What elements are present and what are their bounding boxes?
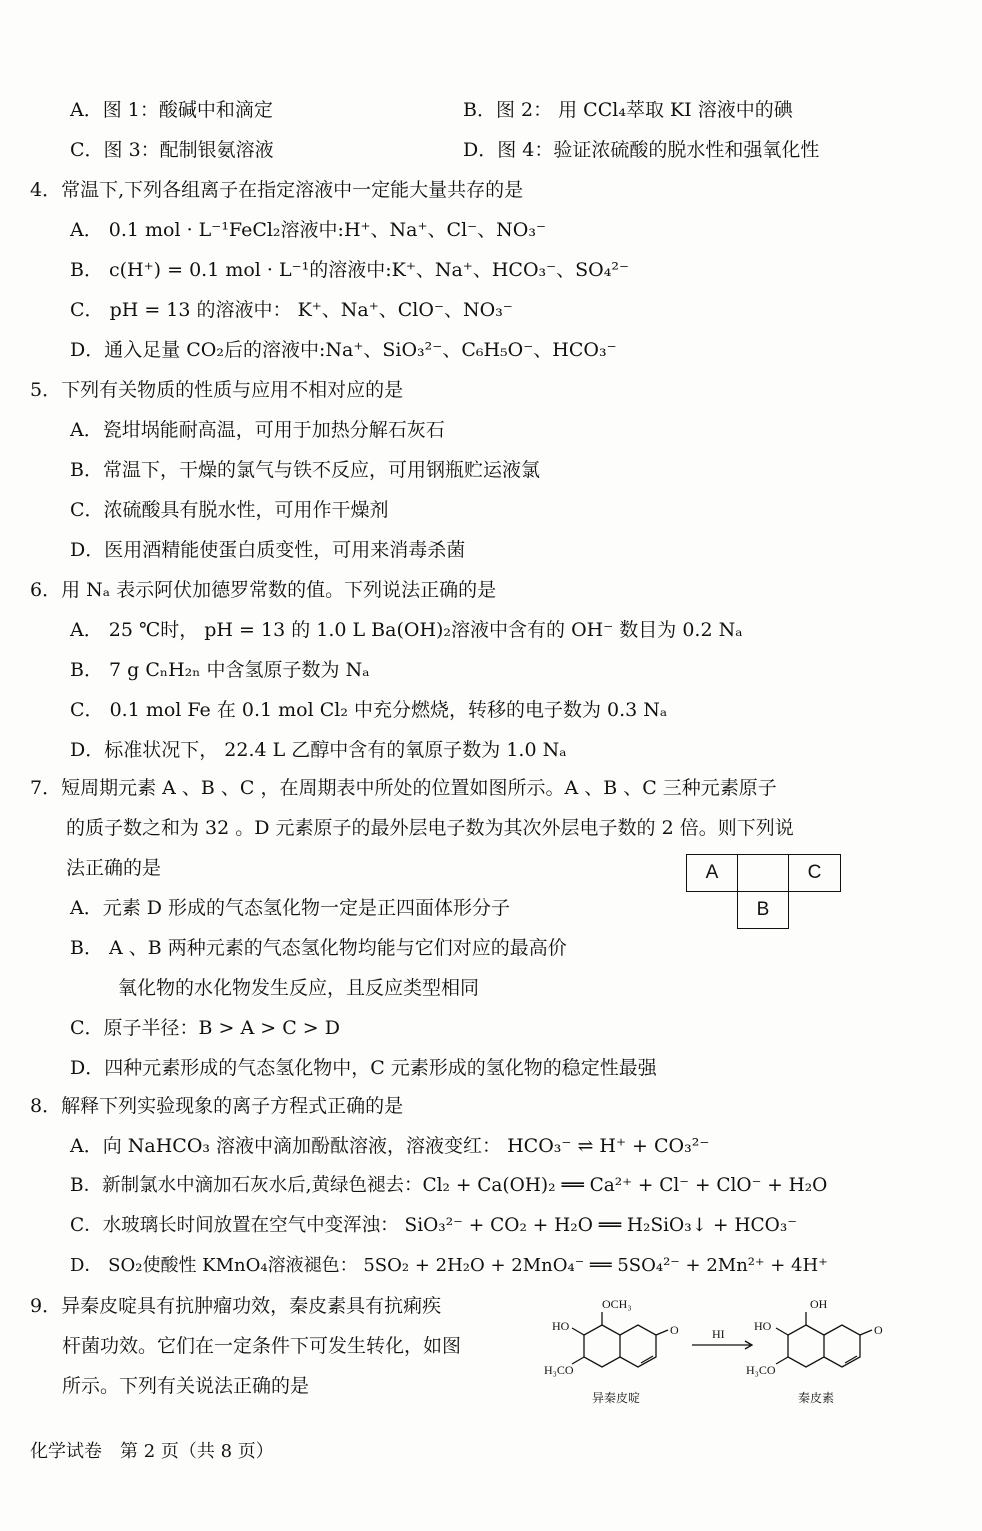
right-carbonyl-bond (860, 1330, 872, 1335)
q6-option-a: A． 25 ℃时， pH = 13 的 1.0 L Ba(OH)₂溶液中含有的 OH⁻ 数目为 0.2 Nₐ (70, 619, 743, 641)
q3-option-a: A．图 1：酸碱中和滴定 (70, 99, 273, 121)
q9-stem-line2: 杆菌功效。它们在一定条件下可发生转化，如图 (62, 1335, 462, 1357)
right-ho-bond (776, 1328, 788, 1335)
right-benzene-ring (788, 1325, 824, 1367)
q7-stem-line1: 7．短周期元素 A 、B 、C ，在周期表中所处的位置如图所示。A 、B 、C 三种元素原子 (30, 777, 777, 799)
right-h3co-bond (776, 1357, 788, 1364)
q5-stem: 5．下列有关物质的性质与应用不相对应的是 (30, 379, 404, 401)
q7-option-b-line2: 氧化物的水化物发生反应，且反应类型相同 (118, 977, 480, 999)
right-h3co-label: H₃CO (746, 1363, 776, 1377)
q7-option-c: C．原子半径：B > A > C > D (70, 1017, 340, 1039)
left-h3co-label: H₃CO (544, 1363, 574, 1377)
cell-blank (737, 854, 789, 892)
left-o-label: O (670, 1323, 679, 1337)
reagent-label: HI (712, 1327, 725, 1341)
q8-option-d: D． SO₂使酸性 KMnO₄溶液褪色： 5SO₂ + 2H₂O + 2MnO₄⁻ ══ 5SO₄²⁻ + 2Mn²⁺ + 4H⁺ (70, 1255, 828, 1276)
cell-b: B (737, 891, 789, 929)
left-h3co-bond (572, 1357, 584, 1364)
q3-option-d: D．图 4：验证浓硫酸的脱水性和强氧化性 (463, 139, 820, 161)
page-footer: 化学试卷 第 2 页（共 8 页） (30, 1441, 274, 1462)
q5-option-a: A．瓷坩埚能耐高温，可用于加热分解石灰石 (70, 419, 445, 441)
reaction-scheme (540, 1290, 920, 1420)
q7-option-d: D．四种元素形成的气态氢化物中，C 元素形成的氢化物的稳定性最强 (70, 1057, 657, 1079)
q5-option-b: B．常温下，干燥的氯气与铁不反应，可用钢瓶贮运液氯 (70, 459, 540, 481)
left-compound-name: 异秦皮啶 (592, 1391, 641, 1405)
left-benzene-ring (584, 1325, 620, 1367)
q6-option-c: C． 0.1 mol Fe 在 0.1 mol Cl₂ 中充分燃烧，转移的电子数为 0.3 Nₐ (70, 699, 668, 721)
q7-option-a: A．元素 D 形成的气态氢化物一定是正四面体形分子 (70, 897, 511, 919)
q4-option-d: D．通入足量 CO₂后的溶液中:Na⁺、SiO₃²⁻、C₆H₅O⁻、HCO₃⁻ (70, 339, 617, 361)
cell-c: C (788, 854, 841, 892)
q4-stem: 4．常温下,下列各组离子在指定溶液中一定能大量共存的是 (30, 179, 524, 201)
q6-option-b: B． 7 g CₙH₂ₙ 中含氢原子数为 Nₐ (70, 659, 370, 681)
q8-option-c: C．水玻璃长时间放置在空气中变浑浊： SiO₃²⁻ + CO₂ + H₂O ══ H₂SiO₃↓ + HCO₃⁻ (70, 1215, 798, 1236)
left-lactone-ring (620, 1325, 656, 1367)
q4-option-a: A． 0.1 mol · L⁻¹FeCl₂溶液中:H⁺、Na⁺、Cl⁻、NO₃⁻ (70, 219, 547, 241)
q7-stem-line3: 法正确的是 (66, 857, 162, 879)
q9-stem-line1: 9．异秦皮啶具有抗肿瘤功效，秦皮素具有抗痢疾 (30, 1295, 442, 1317)
left-ho-label: HO (552, 1319, 570, 1333)
q4-option-c: C． pH = 13 的溶液中： K⁺、Na⁺、ClO⁻、NO₃⁻ (70, 299, 513, 321)
right-lactone-ring (824, 1325, 860, 1367)
q7-option-b-line1: B． A 、B 两种元素的气态氢化物均能与它们对应的最高价 (70, 937, 567, 959)
q8-stem: 8．解释下列实验现象的离子方程式正确的是 (30, 1095, 404, 1117)
q5-option-c: C．浓硫酸具有脱水性，可用作干燥剂 (70, 499, 389, 521)
left-och3-label: OCH₃ (602, 1297, 632, 1311)
q6-stem: 6．用 Nₐ 表示阿伏加德罗常数的值。下列说法正确的是 (30, 579, 497, 601)
q8-option-a: A．向 NaHCO₃ 溶液中滴加酚酞溶液，溶液变红： HCO₃⁻ ⇌ H⁺ + CO₃²⁻ (70, 1135, 710, 1157)
cell-a: A (686, 854, 738, 892)
right-compound-name: 秦皮素 (798, 1391, 835, 1405)
q7-stem-line2: 的质子数之和为 32 。D 元素原子的最外层电子数为其次外层电子数的 2 倍。则下列说 (66, 817, 794, 839)
left-carbonyl-bond (656, 1330, 668, 1335)
q3-option-c: C．图 3：配制银氨溶液 (70, 139, 274, 161)
q6-option-d: D．标准状况下， 22.4 L 乙醇中含有的氧原子数为 1.0 Nₐ (70, 739, 567, 761)
right-oh-label: OH (810, 1297, 828, 1311)
q3-option-b: B．图 2： 用 CCl₄萃取 KI 溶液中的碘 (463, 99, 793, 121)
right-o-label: O (874, 1323, 883, 1337)
q8-option-b: B．新制氯水中滴加石灰水后,黄绿色褪去：Cl₂ + Ca(OH)₂ ══ Ca²⁺ + Cl⁻ + ClO⁻ + H₂O (70, 1175, 828, 1196)
q5-option-d: D．医用酒精能使蛋白质变性，可用来消毒杀菌 (70, 539, 466, 561)
q4-option-b: B． c(H⁺) = 0.1 mol · L⁻¹的溶液中:K⁺、Na⁺、HCO₃⁻、SO₄²⁻ (70, 259, 630, 281)
right-ho-label: HO (754, 1319, 772, 1333)
left-ho-bond (572, 1328, 584, 1335)
q9-stem-line3: 所示。下列有关说法正确的是 (62, 1375, 310, 1397)
